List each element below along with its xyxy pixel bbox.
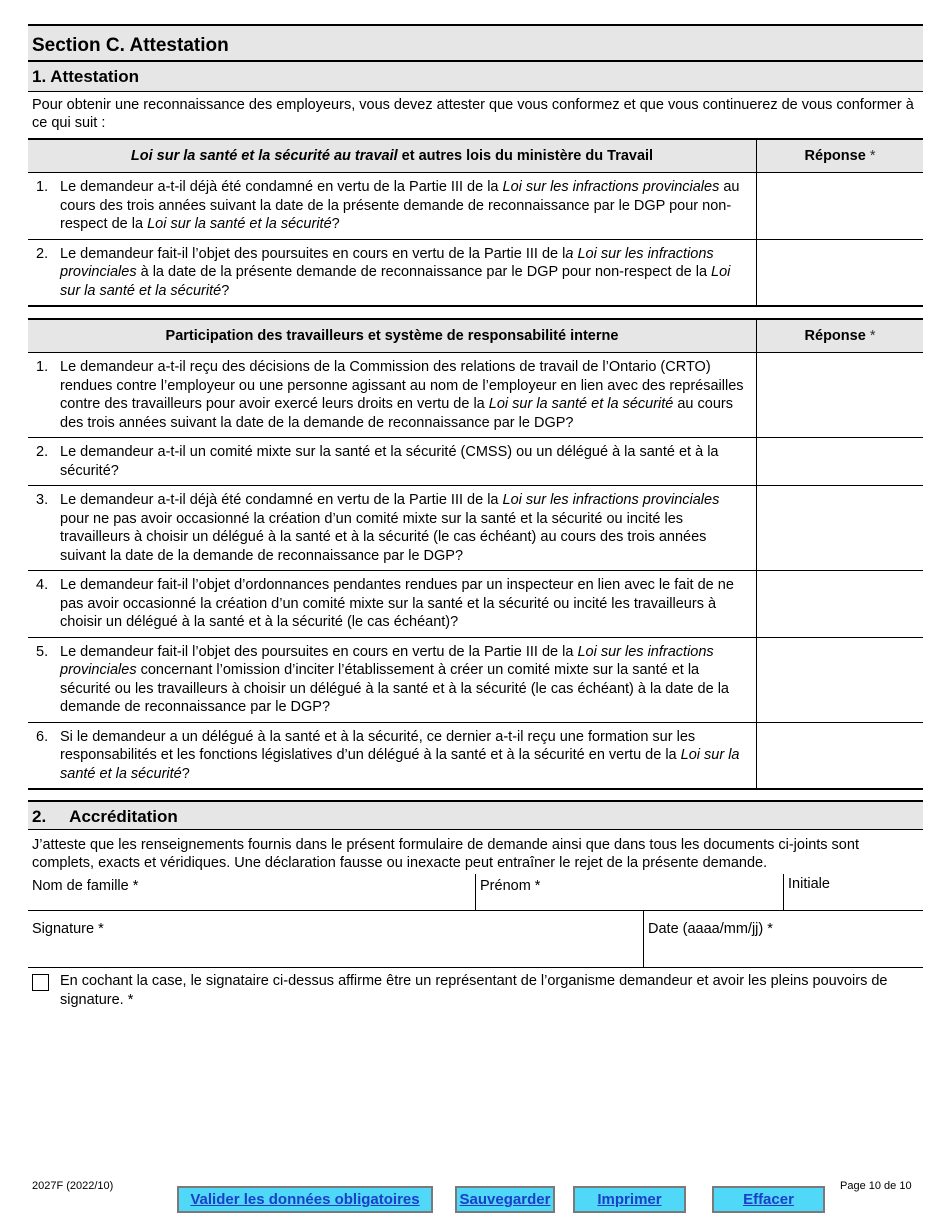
question-number: 2. xyxy=(36,444,49,460)
last-name-field[interactable] xyxy=(28,874,475,910)
ohs-header-rest: et autres lois du ministère du Travail xyxy=(397,147,654,164)
question-text-part: au cours des trois années suivant la date de la demande de reconnaissance par le DGP? xyxy=(60,396,733,431)
question-text-part: Le demandeur fait-il l’objet des poursuites en cours en vertu de la Partie III de l xyxy=(60,245,566,262)
participation-questions-table xyxy=(28,318,923,790)
question-number: 1. xyxy=(36,359,49,375)
question-row xyxy=(28,722,923,789)
response-field[interactable] xyxy=(757,486,924,571)
question-row xyxy=(28,438,923,486)
question-text-part: ? xyxy=(181,765,190,782)
required-mark: * xyxy=(869,147,876,164)
question-text-part: au cours des trois années suivant la date de la présente demande de reconnaissance par le DGP pour non-respect de la xyxy=(60,179,740,232)
signature-label: Signature * xyxy=(32,921,104,937)
question-text xyxy=(60,178,746,234)
question-text-part: Le demandeur fait-il l’objet d’ordonnances pendantes rendues par un inspecteur en lien avec le fait de ne pas avoir occasionné la création d’un comité mixte sur la santé et la sécurité ou incité les travailleurs à choisir un délégué à la santé et à la sécurité (le cas échéant)? xyxy=(60,577,734,630)
question-text xyxy=(60,728,746,784)
ohs-table-header xyxy=(28,139,757,173)
initial-label: Initiale xyxy=(788,876,830,892)
law-title: Loi sur la santé et la sécurité xyxy=(488,396,674,412)
question-row xyxy=(28,173,923,240)
question-text-part: à la date de la présente demande de reconnaissance par le DGP pour non-respect de la xyxy=(136,264,712,280)
response-column-header xyxy=(757,139,924,173)
question-number: 4. xyxy=(36,577,49,593)
question-cell xyxy=(28,571,757,638)
accreditation-heading: 2. Accréditation xyxy=(28,800,923,830)
accreditation-text: J’atteste que les renseignements fournis dans le présent formulaire de demande ainsi que dans tous les documents ci-joints sont complets, exacts et véridiques. Une déclaration fausse ou inexacte peut entraîner le rejet de la présente demande. xyxy=(32,837,859,871)
save-button[interactable]: Sauvegarder xyxy=(455,1186,555,1213)
response-column-header xyxy=(757,319,924,353)
question-row xyxy=(28,353,923,438)
signatory-checkbox[interactable] xyxy=(32,974,49,991)
first-name-field[interactable] xyxy=(475,874,783,910)
attestation-intro: Pour obtenir une reconnaissance des employeurs, vous devez attester que vous conformez et que vous continuerez de vous conformer à ce qui suit : xyxy=(32,97,914,131)
question-text-part: Le demandeur a-t-il reçu des décisions de la Commission des relations de travail de l’Ontario (CRTO) rendues contre l’employeur ou une personne agissant au nom de l’employeur en lien avec des représailles contre des travailleurs pour avoir exercé leurs droits en vertu de la xyxy=(60,359,744,412)
clear-button[interactable]: Effacer xyxy=(712,1186,825,1213)
date-label: Date (aaaa/mm/jj) * xyxy=(648,921,773,937)
law-title: Loi sur les infractions provinciales xyxy=(502,179,720,195)
question-number: 2. xyxy=(36,245,49,262)
question-number: 1. xyxy=(36,179,49,195)
question-text-part: Le demandeur a-t-il déjà été condamné en vertu de la Partie III de la xyxy=(60,179,503,195)
question-cell xyxy=(28,637,757,722)
page-number: Page 10 de 10 xyxy=(840,1180,912,1192)
attestation-heading: 1. Attestation xyxy=(28,62,923,92)
response-header-label: Réponse xyxy=(804,327,866,344)
date-field[interactable] xyxy=(643,911,923,967)
participation-table-header: Participation des travailleurs et système de responsabilité interne xyxy=(28,319,757,353)
question-number: 6. xyxy=(36,728,49,745)
question-cell xyxy=(28,438,757,486)
response-field[interactable] xyxy=(757,438,924,486)
question-number: 5. xyxy=(36,643,49,660)
signatory-confirmation xyxy=(28,968,923,1010)
required-mark: * xyxy=(869,327,876,344)
initial-field[interactable] xyxy=(783,874,923,910)
question-cell xyxy=(28,722,757,789)
law-title: Loi sur la santé et la sécurité xyxy=(60,747,740,782)
checkbox-label: En cochant la case, le signataire ci-dessus affirme être un représentant de l’organisme demandeur et avoir les pleins pouvoirs de signature. * xyxy=(60,973,888,1008)
question-text-part: ? xyxy=(331,216,340,232)
question-text xyxy=(60,491,746,565)
law-title: Loi sur les infractions provinciales xyxy=(502,492,720,508)
response-field[interactable] xyxy=(757,239,924,306)
question-text-part: concernant l’omission d’inciter l’établissement à créer un comité mixte sur la santé et la sécurité ou les travailleurs à choisir un délégué à la santé et à la sécurité (le cas échéant) à la date de la demande de reconnaissance par le DGP? xyxy=(60,662,729,715)
law-title: a Loi sur les infractions provinciales xyxy=(60,245,714,280)
question-row xyxy=(28,637,923,722)
question-text-part: ? xyxy=(221,282,230,299)
form-page xyxy=(28,24,923,1010)
first-name-label: Prénom * xyxy=(480,878,541,894)
question-text-part: Le demandeur fait-il l’objet des poursuites en cours en vertu de la Partie III de la xyxy=(60,643,578,660)
question-text xyxy=(60,443,746,480)
question-cell xyxy=(28,239,757,306)
section-title: Section C. Attestation xyxy=(28,24,923,62)
question-cell xyxy=(28,486,757,571)
question-number: 3. xyxy=(36,492,49,508)
signature-field[interactable] xyxy=(28,911,643,967)
question-text-part: pour ne pas avoir occasionné la création d’un comité mixte sur la santé et la sécurité ou incité les travailleurs à choisir un délégué à la santé et à la sécurité (le cas échéant) au cours des trois années suivant la date de la demande de reconnaissance par le DGP? xyxy=(60,510,707,564)
question-text xyxy=(60,245,746,301)
law-title: Loi sur les infractions provinciales xyxy=(60,643,714,678)
question-text xyxy=(60,576,746,632)
response-field[interactable] xyxy=(757,637,924,722)
validate-button[interactable]: Valider les données obligatoires xyxy=(177,1186,433,1213)
law-title: Loi sur la santé et la sécurité xyxy=(60,264,731,299)
question-text-part: Si le demandeur a un délégué à la santé et à la sécurité, ce dernier a-t-il reçu une formation sur les responsabilités et les fonctions législatives d’un délégué à la santé et à la sécurité en vertu de la xyxy=(60,728,696,763)
response-field[interactable] xyxy=(757,353,924,438)
question-text xyxy=(60,358,746,432)
ohs-questions-table xyxy=(28,138,923,307)
question-text-part: Le demandeur a-t-il un comité mixte sur la santé et la sécurité (CMSS) ou un délégué à la santé et à la sécurité? xyxy=(60,444,719,479)
question-row xyxy=(28,239,923,306)
question-row xyxy=(28,486,923,571)
print-button[interactable]: Imprimer xyxy=(573,1186,686,1213)
question-cell xyxy=(28,173,757,240)
question-text-part: Le demandeur a-t-il déjà été condamné en vertu de la Partie III de la xyxy=(60,492,503,508)
response-header-label: Réponse xyxy=(804,147,866,164)
signature-row xyxy=(28,911,923,968)
question-text xyxy=(60,643,746,717)
question-cell xyxy=(28,353,757,438)
response-field[interactable] xyxy=(757,722,924,789)
form-code: 2027F (2022/10) xyxy=(32,1180,114,1192)
response-field[interactable] xyxy=(757,173,924,240)
name-row xyxy=(28,874,923,911)
response-field[interactable] xyxy=(757,571,924,638)
last-name-label: Nom de famille * xyxy=(32,878,139,894)
question-row xyxy=(28,571,923,638)
law-title: Loi sur la santé et la sécurité xyxy=(147,216,332,232)
ohs-header-italic: Loi sur la santé et la sécurité au travail xyxy=(130,147,398,164)
